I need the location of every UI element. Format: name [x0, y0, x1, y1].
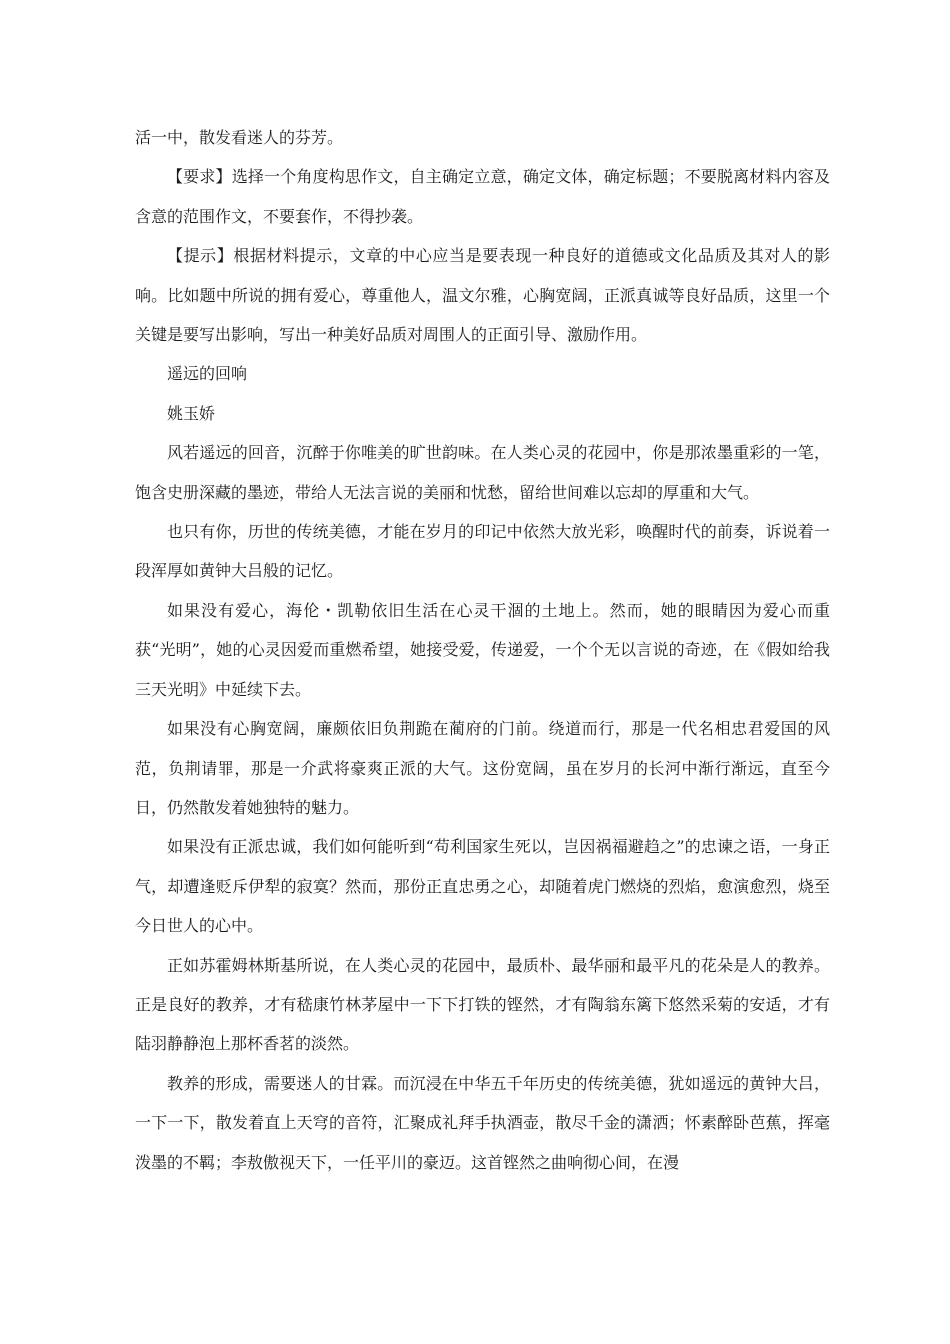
- essay-paragraph-4: 如果没有心胸宽阔，廉颇依旧负荆跪在蔺府的门前。绕道而行，那是一代名相忠君爱国的风范，负荆请罪，那是一介武将豪爽正派的大气。这份宽阔，虽在岁月的长河中渐行渐远，直至今日，仍然散发着她独特的魅力。: [135, 719, 830, 817]
- essay-paragraph-1: 风若遥远的回音，沉醉于你唯美的旷世韵味。在人类心灵的花园中，你是那浓墨重彩的一笔，饱含史册深藏的墨迹，带给人无法言说的美丽和忧愁，留给世间难以忘却的厚重和大气。: [135, 443, 830, 502]
- requirement-paragraph: 【要求】选择一个角度构思作文，自主确定立意，确定文体，确定标题；不要脱离材料内容及含意的范围作文，不要套作，不得抄袭。: [135, 167, 830, 226]
- paragraph-1: 活一中，散发看迷人的芬芳。: [135, 128, 344, 147]
- essay-paragraph-2: 也只有你，历世的传统美德，才能在岁月的印记中依然大放光彩，唤醒时代的前奏，诉说着一段浑厚如黄钟大吕般的记忆。: [135, 522, 830, 581]
- essay-title: 遥远的回响: [167, 364, 248, 384]
- essay-author: 姚玉娇: [167, 403, 216, 423]
- essay-paragraph-3: 如果没有爱心，海伦・凯勒依旧生活在心灵干涸的土地上。然而，她的眼睛因为爱心而重获“光明”，她的心灵因爱而重燃希望，她接受爱，传递爱，一个个无以言说的奇迹，在《假如给我三天光明》中延续下去。: [135, 600, 830, 699]
- essay-paragraph-7: 教养的形成，需要迷人的甘霖。而沉浸在中华五千年历史的传统美德，犹如遥远的黄钟大吕，一下一下，散发着直上天穹的音符，汇聚成礼拜手执酒壶，散尽千金的潇洒；怀素醉卧芭蕉，挥毫泼墨的不羁；李敖傲视天下，一任平川的豪迈。这首铿然之曲响彻心间，在漫: [135, 1073, 830, 1172]
- document-page: [135, 118, 830, 1182]
- hint-paragraph: 【提示】根据材料提示，文章的中心应当是要表现一种良好的道德或文化品质及其对人的影响。比如题中所说的拥有爱心，尊重他人，温文尔雅，心胸宽阔，正派真诚等良好品质，这里一个关键是要写出影响，写出一种美好品质对周围人的正面引导、激励作用。: [135, 246, 830, 345]
- essay-paragraph-6: 正如苏霍姆林斯基所说，在人类心灵的花园中，最质朴、最华丽和最平凡的花朵是人的教养。正是良好的教养，才有嵇康竹林茅屋中一下下打铁的铿然，才有陶翁东篱下悠然采菊的安适，才有陆羽静静泡上那杯香茗的淡然。: [135, 955, 830, 1054]
- essay-paragraph-5: 如果没有正派忠诚，我们如何能听到“苟利国家生死以，岂因祸福避趋之”的忠谏之语，一身正气，却遭逢贬斥伊犁的寂寞？然而，那份正直忠勇之心，却随着虎门燃烧的烈焰，愈演愈烈，烧至今日世人的心中。: [135, 837, 830, 936]
